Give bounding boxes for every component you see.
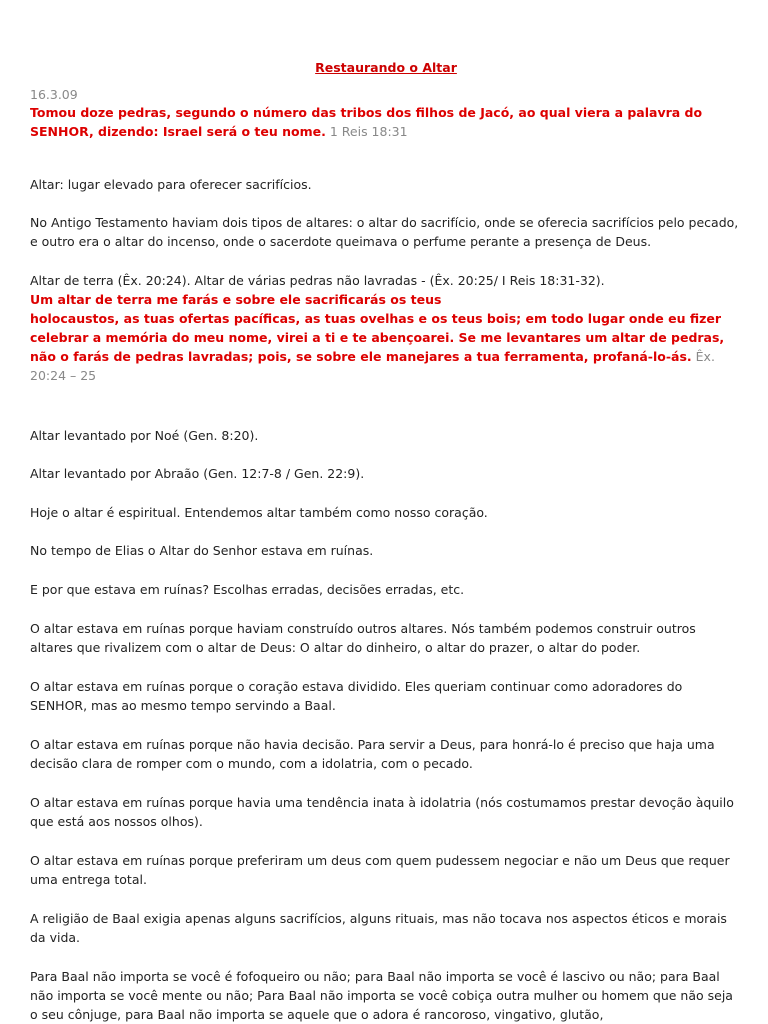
paragraph-old-testament: No Antigo Testamento haviam dois tipos de altares: o altar do sacrifício, onde se oferecia sacrifícios pelo pecado, e outro era o altar do incenso, onde o sacerdote queimava o perfume perante a presença de Deus. <box>30 215 739 249</box>
paragraph-ruins-3: O altar estava em ruínas porque não havia decisão. Para servir a Deus, para honrá-lo é preciso que haja uma decisão clara de romper com o mundo, com a idolatria, com o pecado. <box>30 737 715 771</box>
verse-1-text: Tomou doze pedras, segundo o número das tribos dos filhos de Jacó, ao qual viera a palavra do SENHOR, dizendo: Israel será o teu nome. <box>30 105 703 139</box>
post-date: 16.3.09 <box>30 87 78 102</box>
paragraph-earth-altar: Altar de terra (Êx. 20:24). Altar de várias pedras não lavradas - (Êx. 20:25/ I Reis 18:31-32). <box>30 273 605 288</box>
verse-2-line-2: holocaustos, as tuas ofertas pacíficas, as tuas ovelhas e os teus bois; em todo lugar onde eu fizer celebrar a memória do meu nome, virei a ti e te abençoarei. Se me levantares um altar de pedras, não o farás de pedras lavradas; pois, se sobre ele manejares a tua ferramenta, profaná-lo-ás. <box>30 311 725 364</box>
paragraph-baal-indifference: Para Baal não importa se você é fofoqueiro ou não; para Baal não importa se você é lascivo ou não; para Baal não importa se você mente ou não; Para Baal não importa se você cobiça outra mulher ou homem que não seja o seu cônjuge, para Baal não importa se aquele que o adora é rancoroso, vingativo, glutão, <box>30 969 733 1022</box>
paragraph-ruins-2: O altar estava em ruínas porque o coração estava dividido. Eles queriam continuar como adoradores do SENHOR, mas ao mesmo tempo servindo a Baal. <box>30 679 683 713</box>
document-title[interactable]: Restaurando o Altar <box>315 60 457 75</box>
paragraph-ruins-1: O altar estava em ruínas porque haviam construído outros altares. Nós também podemos construir outros altares que rivalizem com o altar de Deus: O altar do dinheiro, o altar do prazer, o altar do poder. <box>30 621 696 655</box>
verse-2 <box>30 290 742 385</box>
paragraph-ruins-4: O altar estava em ruínas porque havia uma tendência inata à idolatria (nós costumamos prestar devoção àquilo que está aos nossos olhos). <box>30 795 734 829</box>
paragraph-why: E por que estava em ruínas? Escolhas erradas, decisões erradas, etc. <box>30 582 465 597</box>
verse-1 <box>30 103 742 141</box>
paragraph-baal-religion: A religião de Baal exigia apenas alguns sacrifícios, alguns rituais, mas não tocava nos aspectos éticos e morais da vida. <box>30 911 727 945</box>
paragraph-today: Hoje o altar é espiritual. Entendemos altar também como nosso coração. <box>30 505 488 520</box>
verse-2-line-1: Um altar de terra me farás e sobre ele sacrificarás os teus <box>30 292 442 307</box>
paragraph-noah: Altar levantado por Noé (Gen. 8:20). <box>30 428 259 443</box>
verse-1-ref: 1 Reis 18:31 <box>329 124 408 139</box>
paragraph-definition: Altar: lugar elevado para oferecer sacrifícios. <box>30 177 312 192</box>
paragraph-ruins-5: O altar estava em ruínas porque preferiram um deus com quem pudessem negociar e não um Deus que requer uma entrega total. <box>30 853 730 887</box>
verse-2-ref: Êx. 20:24 – 25 <box>30 349 715 383</box>
paragraph-elijah: No tempo de Elias o Altar do Senhor estava em ruínas. <box>30 543 374 558</box>
paragraph-abraham: Altar levantado por Abraão (Gen. 12:7-8 / Gen. 22:9). <box>30 466 365 481</box>
